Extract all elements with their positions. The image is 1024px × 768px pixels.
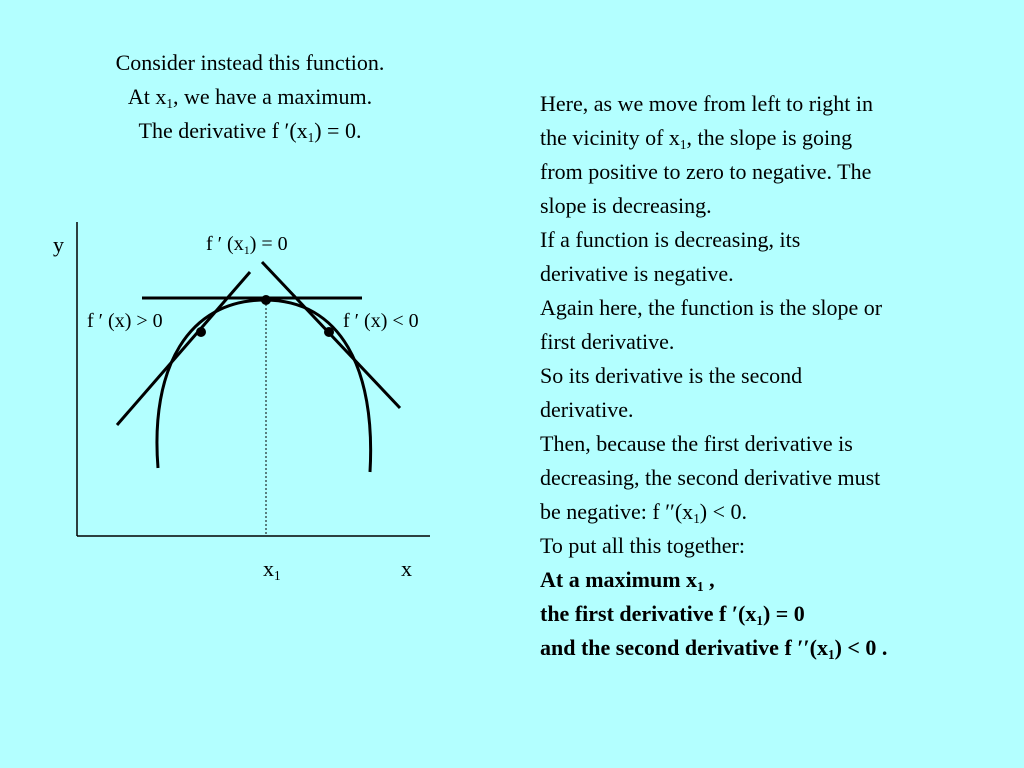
right-tangent-point: [324, 327, 334, 337]
intro-line-2-post: , we have a maximum.: [172, 84, 373, 109]
summary-text: ) < 0 .: [834, 635, 888, 660]
x1-label: [263, 556, 281, 583]
top-tangent-label-post: ) = 0: [249, 233, 288, 255]
x1-label-text: x: [263, 556, 274, 581]
expl-line: [540, 495, 1000, 529]
intro-line-3-post: ) = 0.: [314, 118, 362, 143]
expl-sub: 1: [693, 510, 700, 526]
expl-line: Here, as we move from left to right in: [540, 91, 873, 116]
positive-slope-tangent-line: [117, 272, 250, 425]
expl-text: , the slope is going: [686, 125, 853, 150]
expl-text: be negative: f ′′(x: [540, 499, 694, 524]
expl-line: from positive to zero to negative. The: [540, 159, 872, 184]
expl-line: If a function is decreasing, its: [540, 227, 801, 252]
expl-text: the vicinity of x: [540, 125, 680, 150]
summary-line-maximum: [540, 563, 1000, 597]
explanation-text: [540, 87, 1000, 665]
concave-curve: [157, 300, 371, 472]
intro-line-3-sub: 1: [307, 129, 315, 145]
expl-line: To put all this together:: [540, 533, 745, 558]
summary-text: ,: [703, 567, 715, 592]
summary-text: At a maximum x: [540, 567, 698, 592]
x1-label-sub: 1: [274, 567, 281, 583]
summary-sub: 1: [827, 646, 835, 662]
summary-line-second-derivative: [540, 631, 1000, 665]
expl-line: Again here, the function is the slope or: [540, 295, 883, 320]
expl-line: first derivative.: [540, 329, 675, 354]
left-tangent-point: [196, 327, 206, 337]
expl-line: derivative is negative.: [540, 261, 734, 286]
expl-line: decreasing, the second derivative must: [540, 465, 881, 490]
summary-sub: 1: [756, 612, 763, 628]
maximum-point: [261, 295, 271, 305]
summary-text: and the second derivative f ′′(x: [540, 635, 828, 660]
expl-sub: 1: [679, 136, 687, 152]
intro-line-3-pre: The derivative f ′(x: [138, 118, 308, 143]
summary-sub: 1: [697, 578, 704, 594]
summary-text: the first derivative f ′(x: [540, 601, 757, 626]
summary-line-first-derivative: [540, 597, 1000, 631]
intro-line-2-sub: 1: [166, 95, 173, 111]
intro-line-2-pre: At x: [127, 84, 167, 109]
left-slope-label: f ′ (x) > 0: [87, 310, 163, 332]
expl-line: slope is decreasing.: [540, 193, 712, 218]
right-slope-label: f ′ (x) < 0: [343, 310, 419, 332]
expl-line: Then, because the first derivative is: [540, 431, 853, 456]
top-tangent-label-sub: 1: [243, 242, 250, 257]
expl-line: [540, 121, 1000, 155]
expl-line: derivative.: [540, 397, 634, 422]
x-axis-label: x: [401, 556, 412, 581]
expl-line: So its derivative is the second: [540, 363, 803, 388]
intro-line-1: Consider instead this function.: [115, 50, 385, 75]
top-tangent-label: [206, 233, 288, 257]
expl-text: ) < 0.: [699, 499, 748, 524]
top-tangent-label-pre: f ′ (x: [206, 233, 244, 255]
y-axis-label: y: [53, 232, 64, 257]
summary-text: ) = 0: [762, 601, 805, 626]
